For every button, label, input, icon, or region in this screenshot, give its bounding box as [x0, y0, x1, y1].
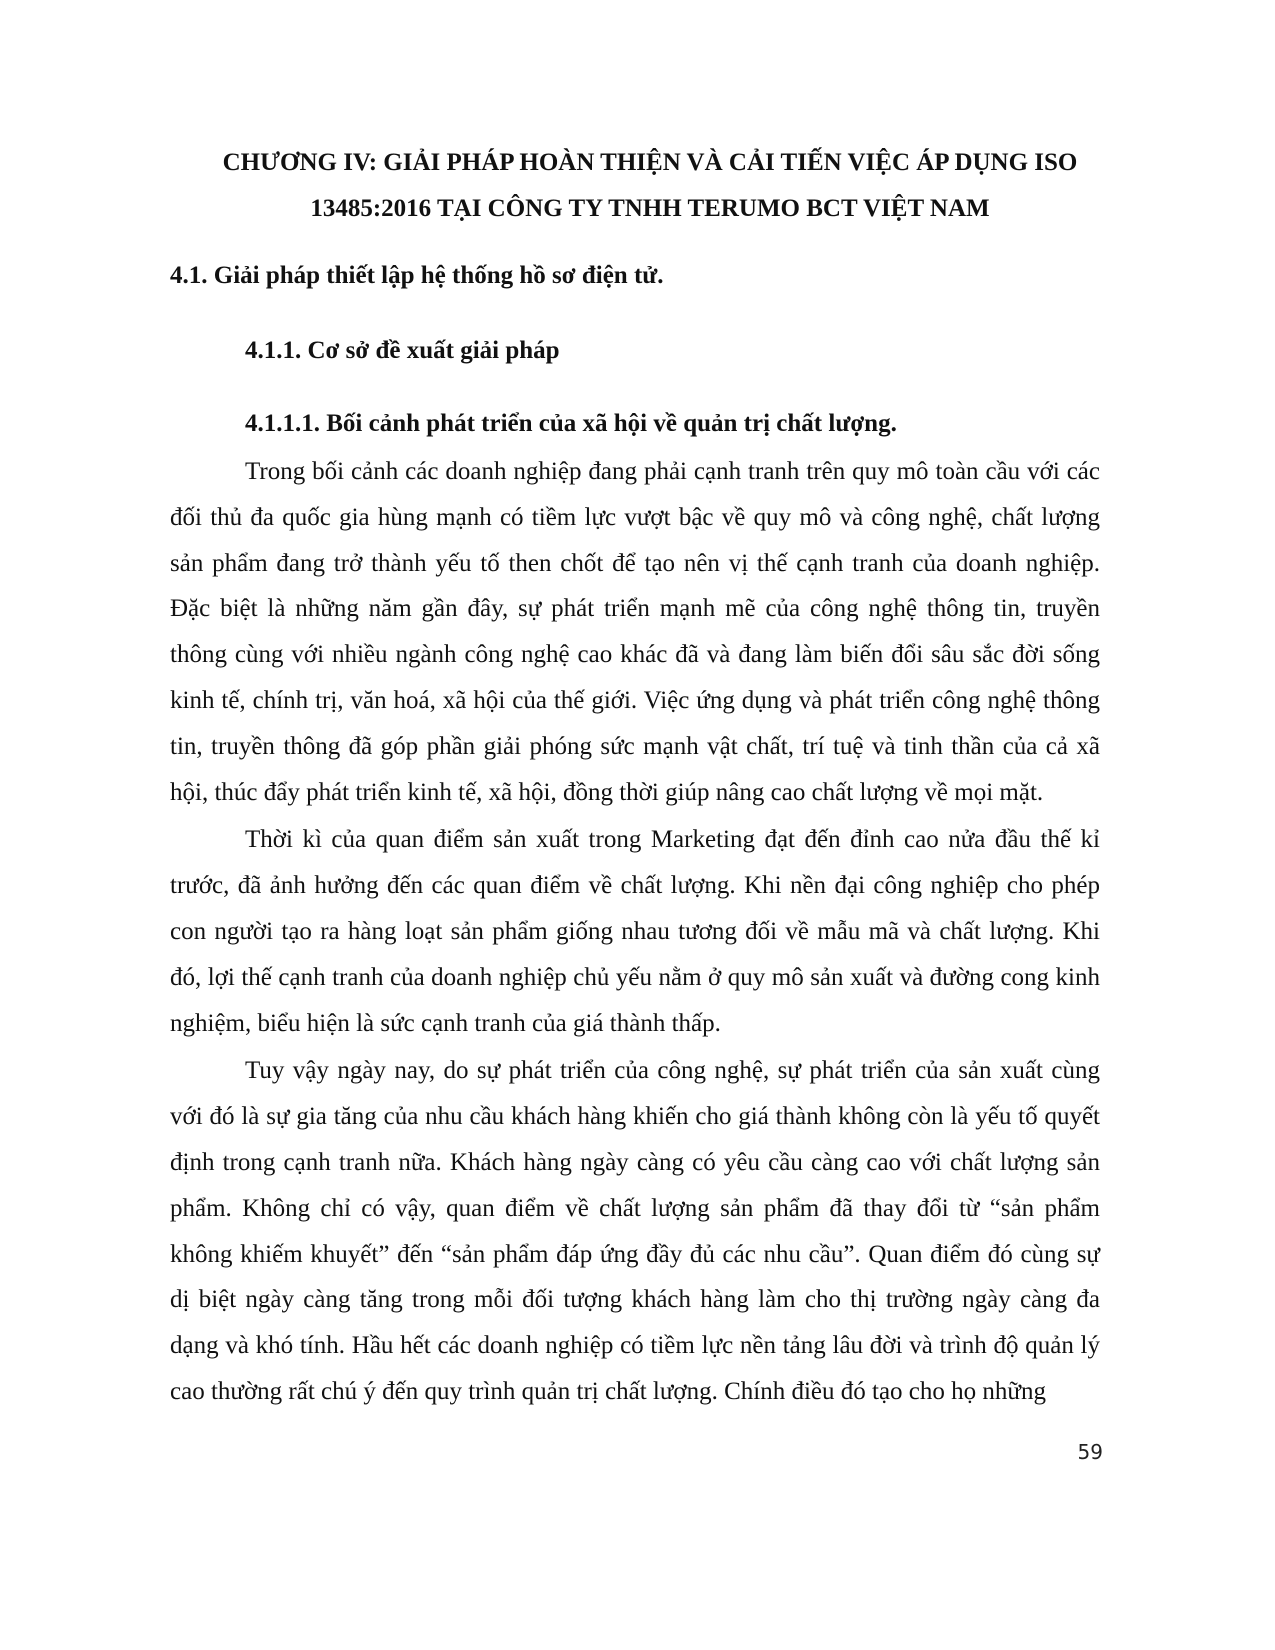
- chapter-title-line-1: CHƯƠNG IV: GIẢI PHÁP HOÀN THIỆN VÀ CẢI TIẾN VIỆC ÁP DỤNG ISO: [222, 149, 1078, 176]
- paragraph: Thời kì của quan điểm sản xuất trong Marketing đạt đến đỉnh cao nửa đầu thế kỉ trước, đã ảnh hưởng đến các quan điểm về chất lượng. Khi nền đại công nghiệp cho phép con người tạo ra hàng loạt sản phẩm giống nhau tương đối về mẫu mã và chất lượng. Khi đó, lợi thế cạnh tranh của doanh nghiệp chủ yếu nằm ở quy mô sản xuất và đường cong kinh nghiệm, biểu hiện là sức cạnh tranh của giá thành thấp.: [170, 826, 1100, 1037]
- subsubsection-heading: 4.1.1.1. Bối cảnh phát triển của xã hội về quản trị chất lượng.: [245, 410, 897, 437]
- subsection-heading: 4.1.1. Cơ sở đề xuất giải pháp: [245, 337, 560, 364]
- paragraph: Trong bối cảnh các doanh nghiệp đang phải cạnh tranh trên quy mô toàn cầu với các đối thủ đa quốc gia hùng mạnh có tiềm lực vượt bậc về quy mô và công nghệ, chất lượng sản phẩm đang trở thành yếu tố then chốt để tạo nên vị thế cạnh tranh của doanh nghiệp. Đặc biệt là những năm gần đây, sự phát triển mạnh mẽ của công nghệ thông tin, truyền thông cùng với nhiều ngành công nghệ cao khác đã và đang làm biến đổi sâu sắc đời sống kinh tế, chính trị, văn hoá, xã hội của thế giới. Việc ứng dụng và phát triển công nghệ thông tin, truyền thông đã góp phần giải phóng sức mạnh vật chất, trí tuệ và tinh thần của cả xã hội, thúc đẩy phát triển kinh tế, xã hội, đồng thời giúp nâng cao chất lượng về mọi mặt.: [170, 458, 1100, 806]
- chapter-title-line-2: 13485:2016 TẠI CÔNG TY TNHH TERUMO BCT VIỆT NAM: [310, 195, 990, 222]
- paragraph: Tuy vậy ngày nay, do sự phát triển của công nghệ, sự phát triển của sản xuất cùng với đó là sự gia tăng của nhu cầu khách hàng khiến cho giá thành không còn là yếu tố quyết định trong cạnh tranh nữa. Khách hàng ngày càng có yêu cầu càng cao với chất lượng sản phẩm. Không chỉ có vậy, quan điểm về chất lượng sản phẩm đã thay đổi từ “sản phẩm không khiếm khuyết” đến “sản phẩm đáp ứng đầy đủ các nhu cầu”. Quan điểm đó cùng sự dị biệt ngày càng tăng trong mỗi đối tượng khách hàng làm cho thị trường ngày càng đa dạng và khó tính. Hầu hết các doanh nghiệp có tiềm lực nền tảng lâu đời và trình độ quản lý cao thường rất chú ý đến quy trình quản trị chất lượng. Chính điều đó tạo cho họ những: [170, 1057, 1100, 1405]
- chapter-title: [170, 140, 1130, 232]
- section-heading: 4.1. Giải pháp thiết lập hệ thống hồ sơ điện tử.: [170, 262, 664, 289]
- page-number: 59: [1077, 1440, 1103, 1464]
- body-text: [170, 449, 1100, 1417]
